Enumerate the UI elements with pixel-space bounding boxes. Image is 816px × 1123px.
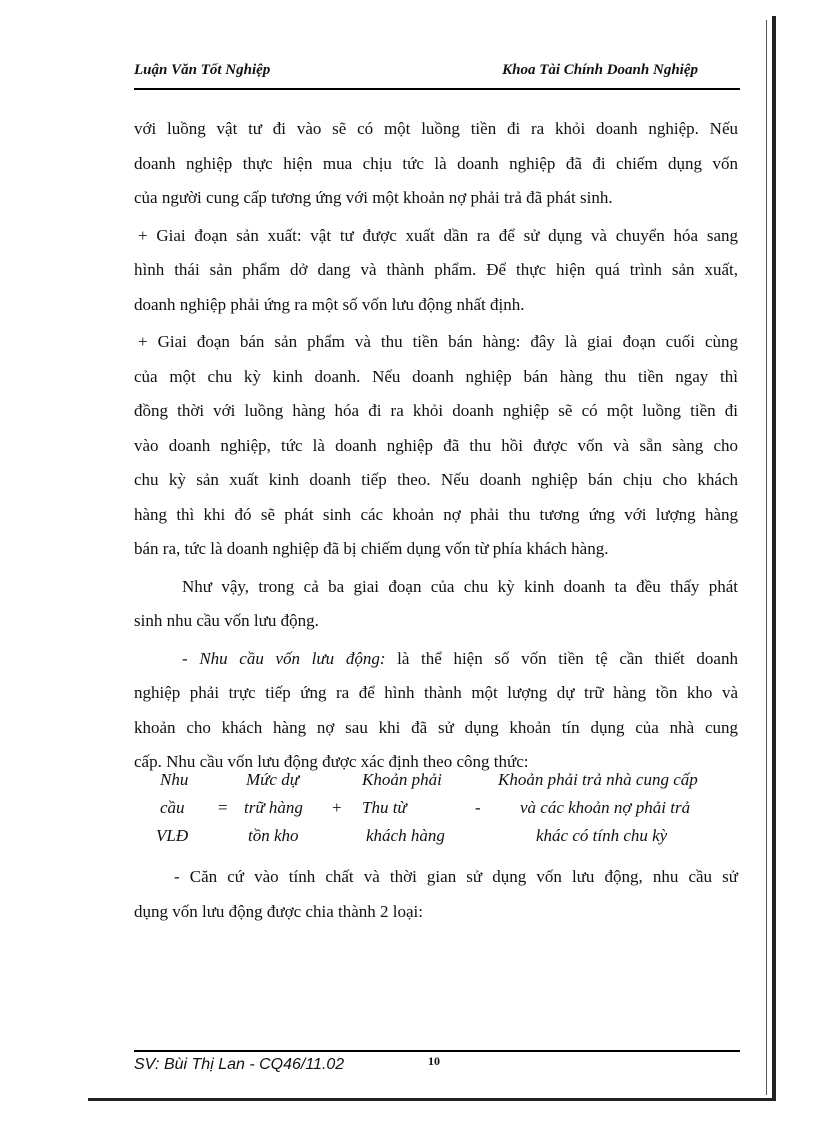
formula-minus: - [475, 798, 481, 817]
term-nhu-cau-von-luu-dong: Nhu cầu vốn lưu động: [199, 648, 386, 668]
formula-lhs-line: Nhu [160, 770, 189, 789]
text-line: + Giai đoạn bán sản phẩm và thu tiền bán hàng: đây là giai đoạn cuối cùng [138, 332, 738, 351]
formula-term-payables: Khoản phải trả nhà cung cấp [498, 770, 698, 789]
page-border-inner [766, 20, 767, 1095]
page-border-bottom [88, 1098, 776, 1101]
text-line: của người cung cấp tương ứng với một khoản nợ phải trả đã phát sinh. [134, 188, 613, 207]
body-text [134, 112, 738, 780]
formula-term-inventory: tồn kho [248, 826, 299, 845]
page-header [134, 62, 740, 88]
text-line: vào doanh nghiệp, tức là doanh nghiệp đã thu hồi được vốn và sẵn sàng cho [134, 435, 738, 455]
text-line: hàng thì khi đó sẽ phát sinh các khoản nợ phải thu tương ứng với lượng hàng [134, 504, 738, 524]
formula-term-inventory: trữ hàng [244, 798, 303, 817]
text-line: - Căn cứ vào tính chất và thời gian sử dụng vốn lưu động, nhu cầu sử [174, 867, 738, 886]
formula-term-receivables: khách hàng [366, 826, 445, 845]
page-border-right [772, 16, 776, 1101]
dash: - [182, 648, 200, 668]
text-line: + Giai đoạn sản xuất: vật tư được xuất dần ra để sử dụng và chuyển hóa sang [138, 225, 738, 245]
formula-term-payables: và các khoản nợ phải trả [520, 798, 691, 817]
text-line: sinh nhu cầu vốn lưu động. [134, 611, 319, 630]
working-capital-formula [150, 768, 750, 852]
text-line: đồng thời với luồng hàng hóa đi ra khỏi doanh nghiệp sẽ có một luồng tiền đi [134, 401, 738, 420]
text-line: doanh nghiệp phải ứng ra một số vốn lưu động nhất định. [134, 294, 525, 314]
text-line: bán ra, tức là doanh nghiệp đã bị chiếm dụng vốn từ phía khách hàng. [134, 539, 609, 558]
page-number: 10 [428, 1054, 440, 1068]
text-span: là thể hiện số vốn tiền tệ cần thiết doanh [385, 648, 738, 668]
text-line: với luồng vật tư đi vào sẽ có một luồng tiền đi ra khỏi doanh nghiệp. Nếu [134, 119, 738, 138]
header-rule [134, 88, 740, 90]
text-line: doanh nghiệp thực hiện mua chịu tức là doanh nghiệp đã đi chiếm dụng vốn [134, 153, 738, 173]
text-line: nghiệp phải trực tiếp ứng ra để hình thành một lượng dự trữ hàng tồn kho và [134, 683, 738, 702]
definition-line [134, 642, 738, 677]
formula-term-payables: khác có tính chu kỳ [536, 826, 668, 845]
text-line: Như vậy, trong cả ba giai đoạn của chu kỳ kinh doanh ta đều thấy phát [182, 576, 738, 596]
formula-term-receivables: Thu từ [362, 798, 407, 817]
formula-plus: + [332, 798, 342, 817]
formula-term-receivables: Khoản phải [362, 770, 442, 789]
formula-equals: = [218, 798, 228, 817]
body-text-continued [134, 860, 738, 929]
text-line: hình thái sản phẩm dở dang và thành phẩm. Để thực hiện quá trình sản xuất, [134, 260, 738, 279]
header-thesis-title: Luận Văn Tốt Nghiệp [134, 62, 271, 78]
header-faculty: Khoa Tài Chính Doanh Nghiệp [502, 62, 698, 78]
formula-lhs-line: VLĐ [156, 826, 189, 845]
footer-rule [134, 1050, 740, 1052]
formula-lhs-line: cầu [160, 798, 185, 817]
text-line: khoản cho khách hàng nợ sau khi đã sử dụng khoản tín dụng của nhà cung [134, 717, 738, 737]
footer-student-info: SV: Bùi Thị Lan - CQ46/11.02 [134, 1056, 345, 1073]
text-line: cấp. Nhu cầu vốn lưu động được xác định theo công thức: [134, 752, 529, 771]
text-line: dụng vốn lưu động được chia thành 2 loại: [134, 901, 423, 921]
text-line: của một chu kỳ kinh doanh. Nếu doanh nghiệp bán hàng thu tiền ngay thì [134, 366, 738, 386]
text-line: chu kỳ sản xuất kinh doanh tiếp theo. Nếu doanh nghiệp bán chịu cho khách [134, 470, 738, 489]
formula-term-inventory: Mức dự [246, 770, 300, 789]
